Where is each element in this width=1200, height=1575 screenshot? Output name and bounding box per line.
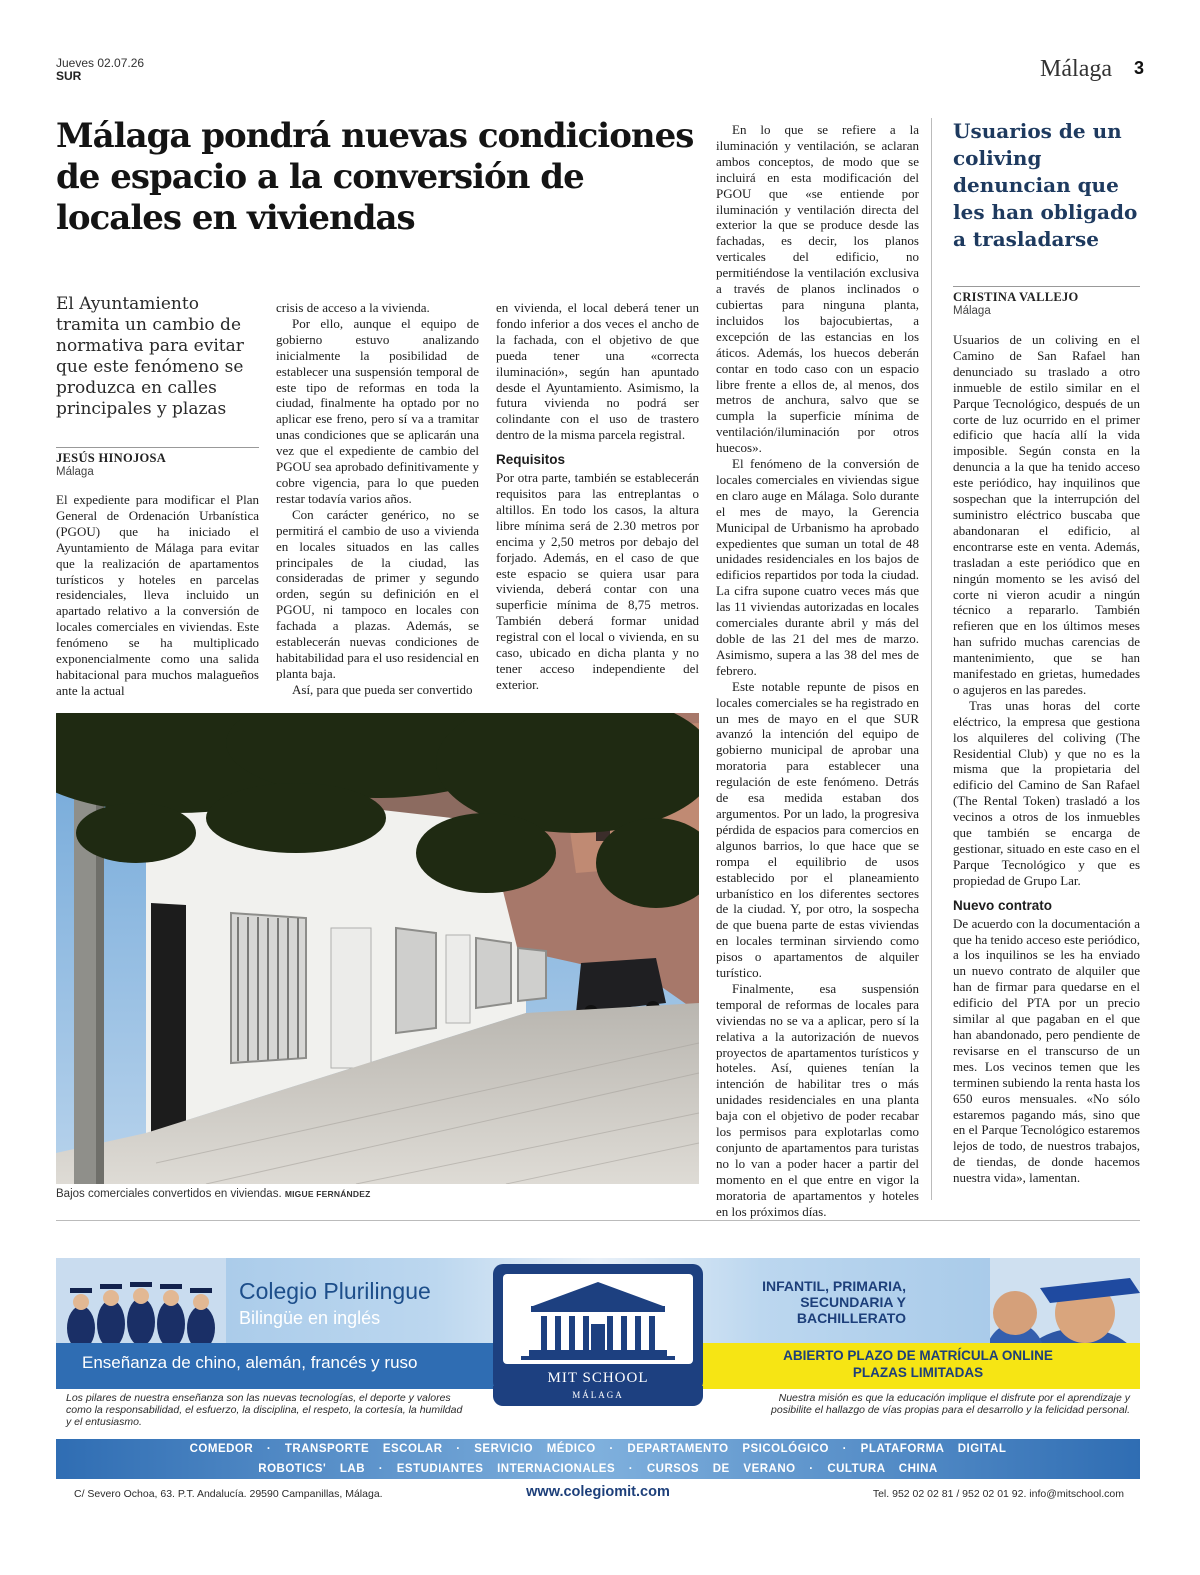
paragraph: Con carácter genérico, no se permitirá el cambio de uso a vivienda en locales situados en las calles principales de la ciudad, las consideradas de primer y segundo orden, según su definición en el PGOU, ni tampoco en locales con fachada a plazas. Además, se establecerán nuevas condiciones de habitabilidad para el uso residencial en planta baja. <box>276 506 479 681</box>
ad-pillars-text: Los pilares de nuestra enseñanza son las nuevas tecnologías, el deporte y valores como la responsabilidad, el esfuerzo, la disciplina, el respeto, la cortesía, la humildad y el entusiasmo. <box>66 1392 463 1428</box>
sidebar-subhead: Nuevo contrato <box>953 897 1053 913</box>
byline-rule <box>56 447 259 448</box>
level-line: BACHILLERATO <box>796 1310 906 1326</box>
ad-mission-text: Nuestra misión es que la educación implique el disfrute por el aprendizaje y posibilite el hallazgo de vías propias para el desarrollo y la felicidad personal. <box>771 1392 1130 1416</box>
ad-bilingual-label: Bilingüe en inglés <box>239 1308 381 1328</box>
school-logo-name: MIT SCHOOL <box>547 1370 649 1386</box>
byline: JESÚS HINOJOSA <box>56 451 167 465</box>
paragraph: Por ello, aunque el equipo de gobierno estuvo analizando inicialmente la posibilidad de establecer una suspensión temporal de este tipo de reformas en toda la ciudad, finalmente ha optado por no aplicar ese freno, pero sí va a tramitar unas condiciones que se aplicarán una vez que el expediente de cambio del PGOU sea aprobado definitivamente y cobre vigencia, para lo que pueden restar todavía varios años. <box>276 315 479 506</box>
paragraph: Por otra parte, también se establecerán requisitos para las entreplantas o altillos. En todo los casos, la altura libre mínima será de 2.30 metros por encima y 2,50 metros por debajo del forjado. Además, en el caso de que este espacio se quiera usar para vivienda, deberá contar con una superficie mínima de 8,75 metros. También deberá formar unidad registral con el local o vivienda, en su caso, ubicado en dicha planta y no tener acceso independiente del exterior. <box>496 470 699 692</box>
ad-languages-text: Enseñanza de chino, alemán, francés y ruso <box>82 1353 418 1372</box>
ad-services-line-1: COMEDOR · TRANSPORTE ESCOLAR · SERVICIO MÉDICO · DEPARTAMENTO PSICOLÓGICO · PLATAFORMA DIGITAL <box>189 1443 1007 1455</box>
article-column-4 <box>716 122 919 1220</box>
ad-education-levels <box>716 1278 906 1326</box>
paragraph: Este notable repunte de pisos en locales comerciales se ha registrado en un mes de mayo en el que SUR avanzó la intención del equipo de gobierno municipal de aprobar una moratoria para establecer una regulación de este fenómeno. Detrás de esa medida estaban dos argumentos. Por un lado, la progresiva pérdida de espacios para comercios en algunos barrios, lo que hace que se rompa el equilibrio de usos establecido por el planeamiento urbanístico en los diferentes sectores de la ciudad. Y, por otro, la sospecha de que buena parte de estas viviendas en locales terminan sirviendo como pisos o apartamentos de alquiler turístico. <box>716 678 919 981</box>
paragraph: Usuarios de un coliving en el Camino de San Rafael han denunciado su traslado a otro inmueble de estilo similar en el Parque Tecnológico, después de un corte de luz ocurrido en el primer edificio que hacía allí la vida imposible. Según consta en la denuncia a la que ha tenido acceso este periódico, hay inquilinos que sospechan que la interrupción del suministro eléctrico buscaba que abandonaran el edificio, al encontrarse este en venta. Además, trasladan a este periódico que en ningún momento se les avisó del corte ni vieron acudir a ningún técnico a repararlo. También refieren que en los últimos meses han sufrido muchas carencias de mantenimiento, que se han manifestado en grietas, humedades o agujeros en las paredes. <box>953 332 1140 697</box>
sidebar-byline: CRISTINA VALLEJO <box>953 290 1079 304</box>
school-logo-city: MÁLAGA <box>572 1390 624 1400</box>
paragraph: crisis de acceso a la vivienda. <box>276 300 430 315</box>
photo-credit: MIGUE FERNÁNDEZ <box>284 1189 371 1199</box>
photo-caption <box>56 1188 370 1200</box>
ad-separator <box>56 1220 1140 1221</box>
paragraph: en vivienda, el local deberá tener un fondo inferior a dos veces el ancho de la fachada, con el objetivo de que pueda tener una «correcta iluminación», según han apuntado desde el Ayuntamiento. Asimismo, la futura vivienda no podrá ser colindante con el uso de trastero dentro de la misma parcela registral. <box>496 300 699 443</box>
article-photo <box>56 713 699 1184</box>
ad-services-line-2: ROBOTICS' LAB · ESTUDIANTES INTERNACIONALES · CURSOS DE VERANO · CULTURA CHINA <box>258 1463 938 1475</box>
paragraph: En lo que se refiere a la iluminación y ventilación, se aclaran ambos conceptos, de modo que se incluirá en esta modificación del PGOU que «se entiende por iluminación y ventilación directa del exterior la que se produce desde las fachadas, es decir, los planos verticales del edificio, no permitiéndose la ventilación exclusiva a través de planos inclinados o cubiertas para ninguna planta, incluidos los bajocubiertas, a excepción de las estancias en los áticos. Además, los huecos deberán contar en todo caso con un espacio libre frente a ellos de, al menos, dos metros de anchura, salvo que se cumpla la superficie mínima de ventilación/iluminación por otros huecos». <box>716 122 919 456</box>
publication-name: SUR <box>56 69 82 83</box>
issue-date: Jueves 02.07.26 <box>56 56 145 70</box>
paragraph: Así, para que pueda ser convertido <box>292 681 473 697</box>
byline-location: Málaga <box>56 466 94 478</box>
article-column-3 <box>496 300 699 693</box>
level-line: SECUNDARIA Y <box>800 1294 906 1310</box>
level-line: INFANTIL, PRIMARIA, <box>762 1278 906 1294</box>
paragraph: El expediente para modificar el Plan General de Ordenación Urbanística (PGOU) que ha iniciado el Ayuntamiento de Málaga para evitar que la realización de apartamentos turísticos y hoteles en parcelas residenciales, lleva incluido un apartado relativo a la conversión de locales comerciales en viviendas. Este fenómeno se ha multiplicado exponencialmente como una salida habitacional para muchos malagueños ante la actual <box>56 492 259 698</box>
ad-school-title: Colegio Plurilingue <box>239 1278 431 1304</box>
standfirst: El Ayuntamiento tramita un cambio de normativa para evitar que este fenómeno se produzca en calles principales y plazas <box>56 294 244 419</box>
page-number: 3 <box>1133 58 1144 78</box>
main-headline: Málaga pondrá nuevas condiciones de espacio a la conversión de locales en viviendas <box>56 116 694 238</box>
paragraph: Finalmente, esa suspensión temporal de reformas de locales para viviendas no se va a aplicar, pero sí la relativa a la autorización de nuevos proyectos de apartamentos turísticos y hoteles. Así, quienes tenían la intención de habilitar tres o más unidades residenciales en una planta baja con el objetivo de poder recabar los permisos para explotarlas como conjunto de apartamentos para turistas no lo van a poder hacer a partir del momento en el que entre en vigor la moratoria de apartamentos y hoteles en los próximos días. <box>716 980 919 1219</box>
sidebar-headline: Usuarios de un coliving denuncian que les han obligado a trasladarse <box>953 119 1138 251</box>
caption-text: Bajos comerciales convertidos en viviendas. <box>56 1188 282 1200</box>
street-photo-illustration <box>56 713 699 1184</box>
article-column-1 <box>56 492 259 699</box>
section-name: Málaga <box>1040 56 1112 82</box>
ad-website: www.colegiomit.com <box>526 1484 670 1500</box>
sidebar-divider <box>931 118 932 1200</box>
ad-contact: Tel. 952 02 02 81 / 952 02 01 92. info@mitschool.com <box>872 1488 1124 1500</box>
sidebar-body <box>953 332 1140 1186</box>
sidebar-byline-rule <box>953 286 1140 287</box>
school-advertisement <box>56 1258 1140 1508</box>
ad-limited-places: PLAZAS LIMITADAS <box>852 1365 984 1380</box>
ad-enrollment-open: ABIERTO PLAZO DE MATRÍCULA ONLINE <box>783 1348 1053 1363</box>
paragraph: De acuerdo con la documentación a que ha tenido acceso este periódico, a los inquilinos se les ha enviado un nuevo contrato de alquiler que han de firmar para quedarse en el edificio del PTA por un precio similar al que pagaban en el que han abandonado, pero pendiente de revisarse en el transcurso de un mes. Los vecinos temen que les terminen subiendo la renta hasta los 650 euros mensuales. «No sólo estaremos pagando más, sino que en el Parque Tecnológico estaremos lejos de todo, de nuestros trabajos, de tiendas, de donde hacemos nuestra vida», lamentan. <box>953 915 1140 1186</box>
ad-address: C/ Severo Ochoa, 63. P.T. Andalucía. 29590 Campanillas, Málaga. <box>74 1488 383 1500</box>
paragraph: Tras unas horas del corte eléctrico, la empresa que gestiona los alquileres del coliving (The Residential Club) y que no es la misma que la propietaria del edificio del Camino de San Rafael (The Rental Token) trasladó a los vecinos a otros de los inmuebles que también se encarga de gestionar, situado en este caso en el Parque Tecnológico y que es propiedad de Grupo Lar. <box>953 697 1140 888</box>
paragraph: El fenómeno de la conversión de locales comerciales en viviendas sigue en claro auge en Málaga. Solo durante el mes de mayo, la Gerencia Municipal de Urbanismo ha aprobado expedientes que suman un total de 48 unidades residenciales en los bajos de edificios repartidos por toda la ciudad. La cifra supone cuatro veces más que las 11 viviendas autorizadas en locales comerciales durante abril y más del doble de las 21 del mes de marzo. Asimismo, supera a las 38 del mes de febrero. <box>716 456 919 678</box>
sidebar-location: Málaga <box>953 305 991 317</box>
article-column-2 <box>276 300 479 698</box>
subhead-requisitos: Requisitos <box>496 452 566 468</box>
